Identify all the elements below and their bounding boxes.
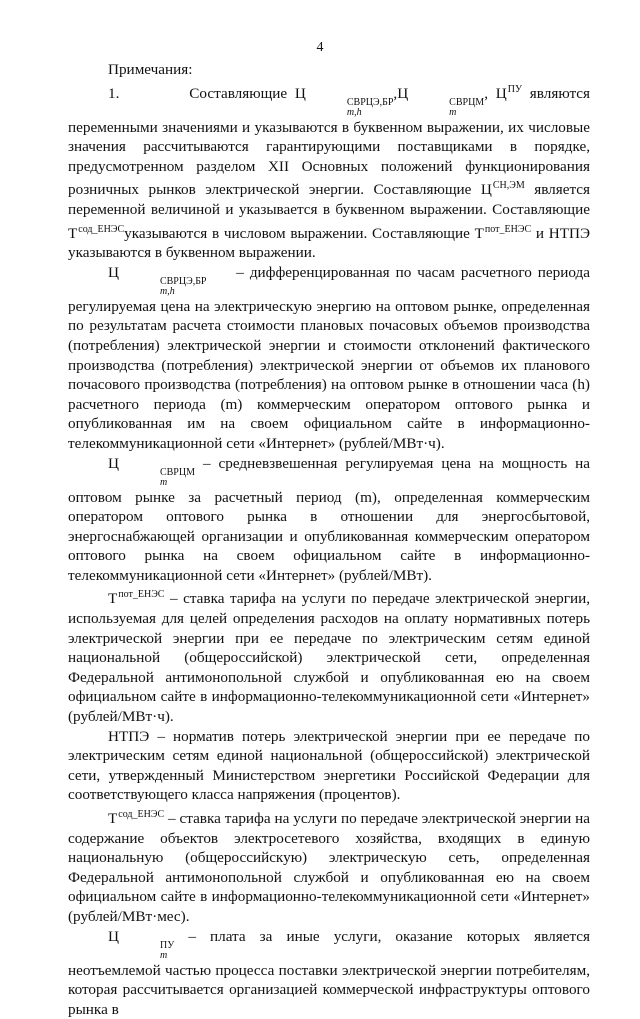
note-text-4: и НТПЭ указываются в буквенном выражении. [68,224,591,262]
definition-t-pot-enes [68,585,590,726]
symbol-ts-sn-em: $Ц^{СН,ЭМ}$ [480,180,525,199]
definition-t-sod-enes [68,805,590,927]
note-text-3: указываются в числовом выражении. Составляющие [124,224,470,242]
definition-ntpe: НТПЭ – норматив потерь электрической энергии при ее передаче по электрическим сетям единой национальной (общероссийской) электрической сети, утвержденный Министерством энергетики Российской Федерации для соответствующего класса напряжения (процентов). [68,727,590,804]
note-number: 1. [108,84,120,102]
definition-svrtsm [68,454,590,586]
symbol-t-sod-enes: $Т^{сод\_ЕНЭС}$ [68,223,125,242]
symbol-t-pot-enes: $Т^{пот\_ЕНЭС}$ [108,589,165,608]
definition-svrtse-br [68,263,590,454]
note-text-1: являются переменными значениями и указываются в буквенном выражении, их числовые значения рассчитываются гарантирующими поставщиками в порядке, предусмотренном разделом XII Основных положений функционирования розничных рынков электрической энергии. Составляющие [68,84,591,199]
note-1-paragraph: 1. Составляющие Ц СВРЦЭ,БР m,h ,Ц СВРЦМ m , $Ц^{ПУ}$ являются переменными значениями и указываются в буквенном выражении, их числовые значения рассчитываются гарантирующими поставщиками в порядке, предусмотренном разделом XII Основных положений функционирования розничных рынков электрической энергии. Составляющие $Ц^{СН,ЭМ}$ является переменной величиной и указывается в буквенном выражении. Составляющие $Т^{сод\_ЕНЭС}указываются$ в числовом выражении. Составляющие $Т^{пот\_ЕНЭС}$ и НТПЭ указываются в буквенном выражении. [68,83,591,262]
page-number: 4 [316,40,324,55]
symbol-ts-svrtse-br: Ц СВРЦЭ,БР m,h [108,263,207,297]
symbol-ts-svrtse-br: Ц СВРЦЭ,БР m,h [294,84,394,118]
definition-text: – ставка тарифа на услуги по передаче электрической энергии, используемая для целей определения расходов на оплату нормативных потерь электрической энергии при ее передаче по электрическим сетям единой национальной (общероссийской) электрической сети, определенная Федеральной антимонопольной службой и опубликованная ею на своем официальном сайте в информационно-телекоммуникационной сети «Интернет» (рублей/МВт·ч). [68,590,590,726]
note-lead-text: Составляющие [189,84,288,102]
definition-text: – средневзвешенная регулируемая цена на мощность на оптовом рынке за расчетный период (m), определенная коммерческим оператором оптового рынка в отношении для энергосбытовой, энергоснабжающей организации и опубликованная коммерческим оператором оптового рынка на своем официальном сайте в информационно-телекоммуникационной сети «Интернет» (рублей/МВт). [68,454,591,584]
definition-text: – дифференцированная по часам расчетного периода регулируемая цена на электрическую энергию на оптовом рынке, определенная по результатам расчета стоимости плановых почасовых объемов производства (потребления) электрической энергии и стоимости отклонений фактического производства (потребления) электрической энергии от объемов их планового почасового производства (потребления) на оптовом рынке в отношении часа (h) расчетного периода (m) коммерческим оператором оптового рынка и опубликованная им на своем официальном сайте в информационно-телекоммуникационной сети «Интернет» (рублей/МВт·ч). [68,263,590,452]
document-body [68,60,590,1019]
symbol-ts-svrtsm: Ц СВРЦМ m [108,454,195,488]
symbol-t-sod-enes: $Т^{сод\_ЕНЭС}$ [108,809,165,827]
symbol-ts-svrtsm: Ц СВРЦМ m [397,84,485,118]
symbol-ts-pu: $Ц^{ПУ}$ [495,83,523,102]
note-text-2: является переменной величиной и указывается в буквенном выражении. Составляющие [68,181,591,218]
symbol-ts-pu: Ц ПУ m [108,927,175,961]
notes-heading: Примечания: [108,61,193,78]
symbol-t-pot-enes: $Т^{пот\_ЕНЭС}$ [474,223,532,242]
definition-text: – ставка тарифа на услуги по передаче электрической энергии на содержание объектов электросетевого хозяйства, входящих в единую национальную (общероссийскую) электрическую сеть, определенная Федеральной антимонопольной службой и опубликованная ею на своем официальном сайте в информационно-телекоммуникационной сети «Интернет» (рублей/МВт·мес). [68,810,590,925]
definition-text: – плата за иные услуги, оказание которых является неотъемлемой частью процесса поставки электрической энергии потребителям, которая рассчитывается организацией коммерческой инфраструктуры оптового рынка в [68,927,590,1018]
definition-ts-pu [68,927,590,1019]
